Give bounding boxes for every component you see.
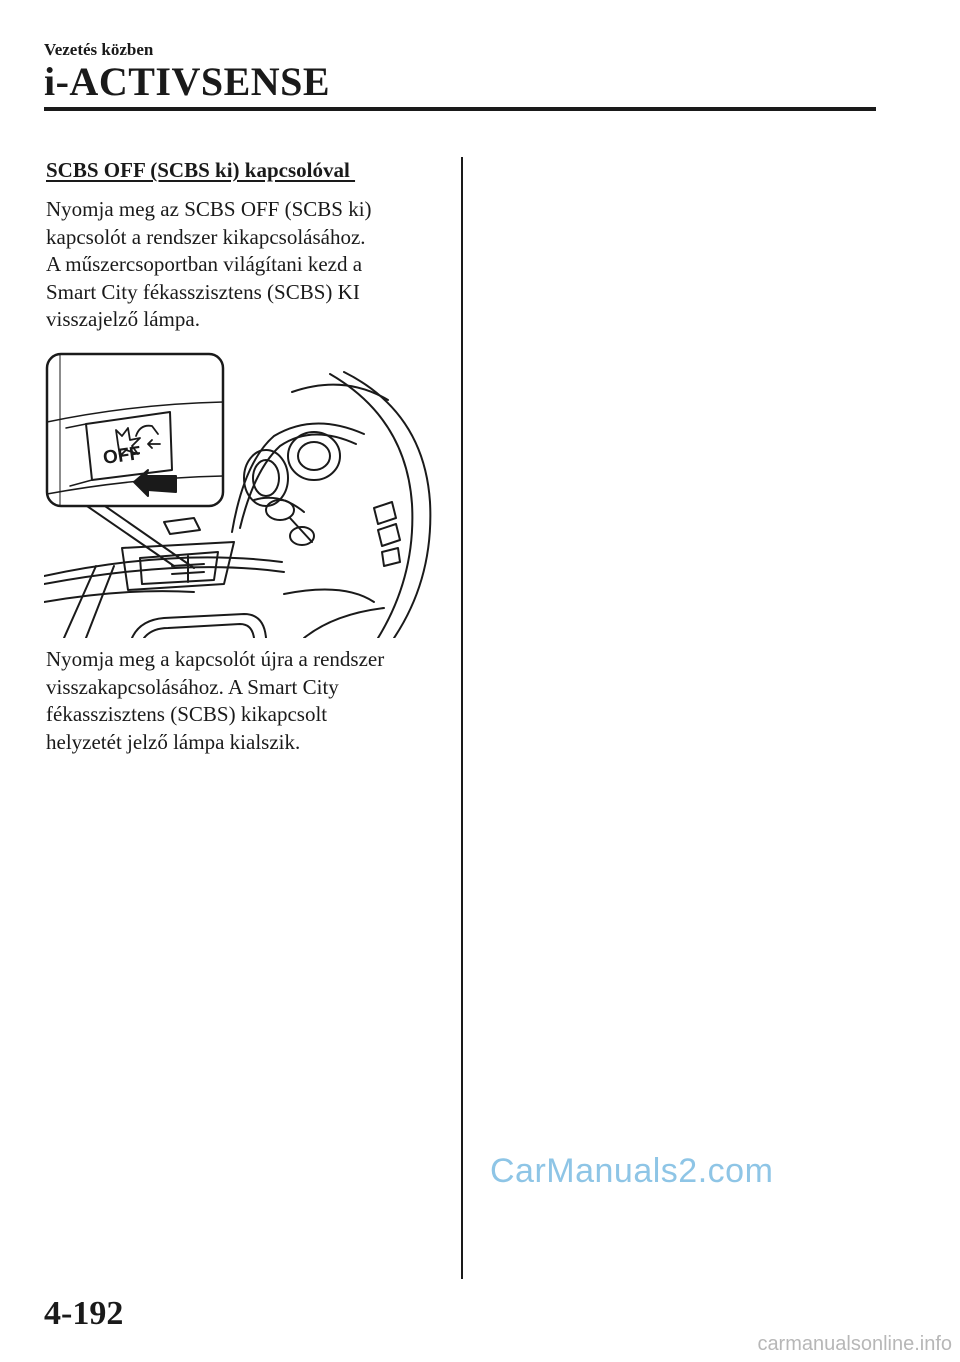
switch-off-label: OFF [101, 442, 143, 469]
paragraph-1: Nyomja meg az SCBS OFF (SCBS ki) kapcsolót a rendszer kikapcsolásához. A műszercsoportban világítani kezd a Smart City fékasszisztens (SCBS) KI visszajelző lámpa. [46, 197, 372, 331]
column-divider [461, 157, 463, 1279]
title-rule [44, 107, 876, 111]
paragraph-2: Nyomja meg a kapcsolót újra a rendszer visszakapcsolásához. A Smart City fékasszisztens (SCBS) kikapcsolt helyzetét jelző lámpa kialszik. [46, 647, 385, 754]
footer-site-link[interactable]: carmanualsonline.info [757, 1333, 952, 1355]
page-number: 4-192 [44, 1295, 124, 1332]
subheading: SCBS OFF (SCBS ki) kapcsolóval [46, 158, 356, 182]
section-title: i-ACTIVSENSE [44, 59, 331, 104]
watermark-logo: CarManuals2.com [490, 1152, 774, 1190]
chapter-label: Vezetés közben [44, 40, 154, 59]
switch-callout [47, 354, 223, 506]
scbs-switch-illustration [44, 352, 436, 638]
